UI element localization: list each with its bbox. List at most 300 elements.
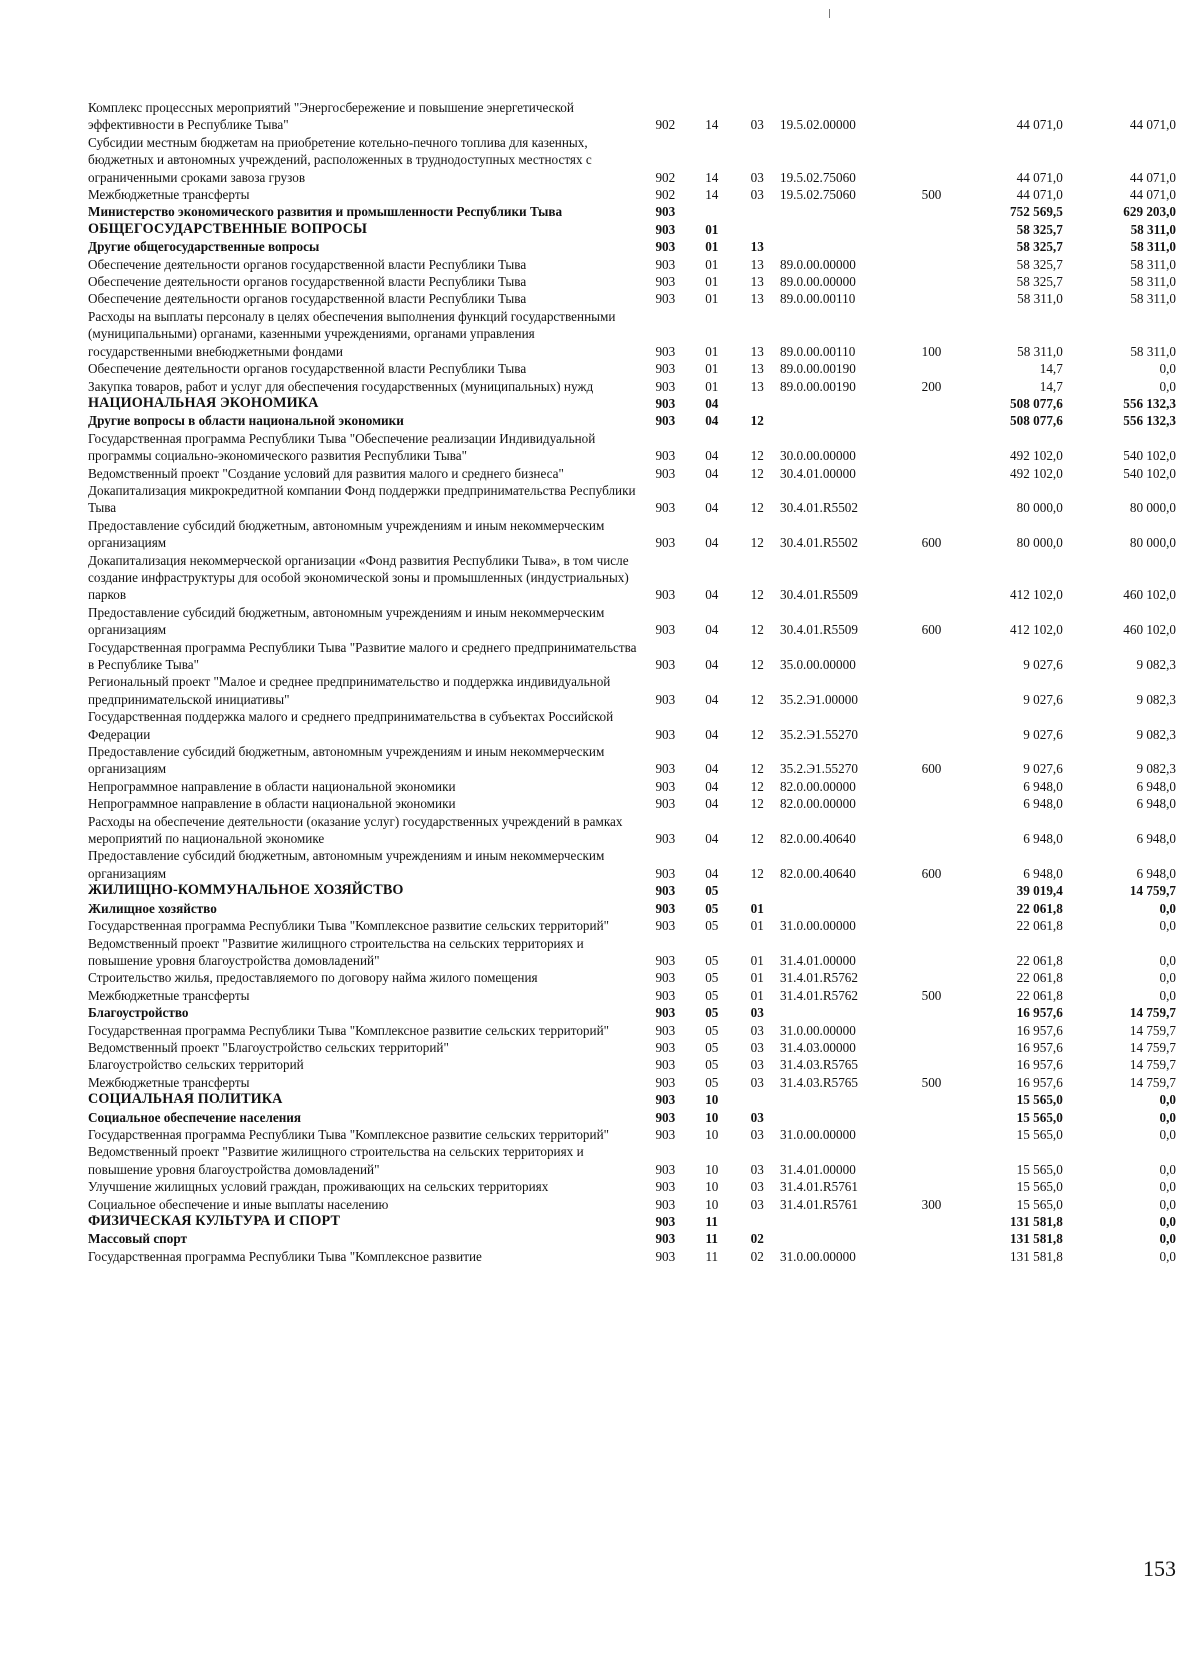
row-sum-year-1: 58 325,7 (1016, 221, 1063, 237)
row-ved-code: 903 (655, 361, 676, 377)
row-target-article: 31.4.01.R5762 (779, 970, 858, 986)
row-subsection-code: 01 (750, 952, 764, 968)
row-expense-type: 100 (921, 343, 942, 359)
row-sum-year-2: 58 311,0 (1130, 274, 1176, 290)
row-sum-year-1: 44 071,0 (1016, 187, 1063, 203)
row-name: Закупка товаров, работ и услуг для обеспечения государственных (муниципальных) нужд (88, 378, 594, 394)
row-subsection-code: 03 (750, 1126, 764, 1142)
row-sum-year-2: 9 082,3 (1136, 761, 1176, 777)
row-section-code: 10 (705, 1126, 719, 1142)
row-section-code: 05 (705, 1005, 719, 1021)
row-section-code: 10 (705, 1092, 719, 1108)
row-expense-type: 600 (921, 761, 942, 777)
row-expense-type (906, 430, 957, 465)
row-section-code: 05 (705, 970, 719, 986)
row-section-code (689, 203, 734, 220)
row-expense-type (906, 1091, 957, 1108)
row-expense-type (906, 639, 957, 674)
row-expense-type (906, 482, 957, 517)
row-subsection-code: 12 (750, 657, 764, 672)
row-sum-year-2: 80 000,0 (1129, 500, 1176, 516)
row-expense-type (906, 1004, 957, 1021)
row-name: Обеспечение деятельности органов государственной власти Республики Тыва (88, 256, 527, 272)
row-subsection-code: 12 (750, 535, 764, 551)
page-number: 153 (1143, 1556, 1176, 1581)
row-ved-code: 903 (655, 987, 676, 1003)
row-subsection-code: 13 (750, 239, 764, 255)
row-ved-code: 903 (655, 796, 676, 812)
row-name: Другие общегосударственные вопросы (88, 239, 320, 255)
row-expense-type (906, 969, 957, 986)
row-subsection-code: 12 (750, 500, 764, 516)
row-subsection-code: 03 (750, 1039, 764, 1055)
row-expense-type (906, 935, 957, 970)
row-subsection-code: 01 (750, 900, 764, 916)
row-section-code: 01 (705, 274, 719, 290)
row-section-code: 14 (705, 169, 719, 185)
row-ved-code: 903 (655, 691, 676, 707)
row-ved-code: 903 (655, 952, 676, 968)
row-ved-code: 903 (655, 1161, 676, 1177)
row-sum-year-2: 460 102,0 (1123, 587, 1176, 603)
row-section-code: 05 (705, 918, 719, 934)
row-target-article: 31.0.00.00000 (779, 1126, 856, 1142)
row-sum-year-2: 9 082,3 (1136, 657, 1176, 672)
row-sum-year-1: 6 948,0 (1023, 796, 1063, 812)
row-subsection-code (735, 1091, 780, 1108)
row-ved-code: 902 (655, 117, 676, 133)
row-sum-year-1: 16 957,6 (1016, 1005, 1063, 1021)
row-target-article: 31.4.01.00000 (779, 952, 856, 968)
row-sum-year-2: 58 311,0 (1130, 291, 1176, 307)
row-name: Докапитализация некоммерческой организации «Фонд развития Республики Тыва», в том числе создание инфраструктуры для особой экономической зоны и промышленных (индустриальных) парков (88, 552, 629, 603)
table-row (88, 1074, 1176, 1091)
row-sum-year-2: 556 132,3 (1123, 413, 1176, 429)
row-sum-year-1: 15 565,0 (1016, 1109, 1063, 1125)
row-name: Непрограммное направление в области национальной экономики (88, 778, 456, 794)
table-row (88, 1004, 1176, 1021)
table-row (88, 917, 1176, 934)
row-subsection-code: 01 (750, 970, 764, 986)
row-ved-code: 903 (655, 395, 676, 411)
row-target-article: 89.0.00.00000 (779, 274, 856, 290)
row-name: Государственная программа Республики Тыва "Комплексное развитие (88, 1248, 482, 1264)
row-subsection-code: 03 (750, 1074, 764, 1090)
table-row (88, 256, 1176, 273)
row-expense-type (906, 882, 957, 899)
row-sum-year-1: 492 102,0 (1010, 448, 1063, 464)
row-subsection-code: 13 (750, 256, 764, 272)
table-row (88, 1091, 1176, 1108)
row-expense-type (906, 360, 957, 377)
row-section-code: 04 (705, 587, 719, 603)
row-name: Межбюджетные трансферты (88, 1074, 250, 1090)
row-subsection-code: 01 (750, 918, 764, 934)
row-target-article: 82.0.00.40640 (779, 831, 856, 847)
row-target-article: 31.0.00.00000 (779, 1248, 856, 1264)
row-target-article: 30.0.00.00000 (779, 448, 856, 464)
row-sum-year-1: 58 325,7 (1016, 274, 1063, 290)
table-row (88, 203, 1176, 220)
row-expense-type (906, 238, 957, 255)
row-section-code: 11 (705, 1214, 719, 1229)
row-ved-code: 903 (655, 1126, 676, 1142)
row-ved-code: 903 (655, 1231, 676, 1247)
row-section-code: 01 (705, 361, 719, 377)
table-row (88, 1248, 1176, 1265)
row-sum-year-1: 22 061,8 (1016, 918, 1063, 934)
row-target-article: 31.4.01.00000 (779, 1161, 856, 1177)
row-subsection-code: 12 (750, 796, 764, 812)
row-subsection-code: 01 (750, 987, 764, 1003)
row-ved-code: 903 (655, 413, 676, 429)
row-ved-code: 903 (655, 343, 676, 359)
row-sum-year-1: 492 102,0 (1010, 465, 1063, 481)
table-row (88, 795, 1176, 812)
row-subsection-code: 03 (750, 1109, 764, 1125)
row-subsection-code: 12 (750, 761, 764, 777)
row-sum-year-2: 0,0 (1159, 1214, 1176, 1229)
row-sum-year-1: 58 325,7 (1016, 239, 1063, 255)
row-subsection-code: 03 (750, 1196, 764, 1212)
row-name: Обеспечение деятельности органов государственной власти Республики Тыва (88, 361, 527, 377)
row-name: Государственная поддержка малого и среднего предпринимательства в субъектах Российской Федерации (88, 709, 614, 742)
row-ved-code: 903 (655, 587, 676, 603)
row-sum-year-2: 0,0 (1159, 1196, 1176, 1212)
row-sum-year-2: 0,0 (1159, 1109, 1176, 1125)
row-sum-year-1: 14,7 (1039, 361, 1063, 377)
table-row (88, 882, 1176, 899)
row-name: Непрограммное направление в области национальной экономики (88, 796, 456, 812)
row-name: Государственная программа Республики Тыва "Развитие малого и среднего предпринимательства в Республике Тыва" (88, 639, 637, 672)
row-subsection-code (735, 221, 780, 238)
table-row (88, 1230, 1176, 1247)
row-target-article: 31.4.01.R5762 (779, 987, 858, 1003)
row-expense-type (906, 203, 957, 220)
row-name: Государственная программа Республики Тыва "Обеспечение реализации Индивидуальной программы социально-экономического развития Республики Тыва" (88, 430, 596, 464)
row-sum-year-2: 556 132,3 (1123, 395, 1176, 411)
row-sum-year-1: 16 957,6 (1016, 1057, 1063, 1073)
row-section-code: 04 (705, 761, 719, 777)
row-ved-code: 903 (655, 535, 676, 551)
row-name: Обеспечение деятельности органов государственной власти Республики Тыва (88, 291, 527, 307)
row-target-article (780, 1091, 906, 1108)
table-row (88, 1109, 1176, 1126)
row-section-code: 04 (705, 865, 719, 881)
row-sum-year-2: 14 759,7 (1129, 1022, 1176, 1038)
row-expense-type (906, 1178, 957, 1195)
row-sum-year-2: 0,0 (1159, 1231, 1176, 1247)
row-target-article (780, 395, 906, 412)
row-name: Министерство экономического развития и промышленности Республики Тыва (88, 204, 563, 220)
row-target-article (780, 221, 906, 238)
row-sum-year-1: 6 948,0 (1023, 778, 1063, 794)
row-ved-code: 903 (655, 761, 676, 777)
row-ved-code: 903 (655, 1005, 676, 1021)
row-subsection-code: 13 (750, 274, 764, 290)
row-name: ЖИЛИЩНО-КОММУНАЛЬНОЕ ХОЗЯЙСТВО (88, 882, 404, 899)
row-name: Предоставление субсидий бюджетным, автономным учреждениям и иным некоммерческим организациям (88, 744, 605, 777)
table-row (88, 1039, 1176, 1056)
row-name: Ведомственный проект "Создание условий для развития малого и среднего бизнеса" (88, 465, 564, 481)
row-expense-type (906, 1039, 957, 1056)
row-expense-type (906, 412, 957, 429)
row-section-code: 05 (705, 1057, 719, 1073)
row-name: Жилищное хозяйство (88, 900, 217, 916)
row-name: Социальное обеспечение населения (88, 1109, 302, 1125)
row-sum-year-2: 14 759,7 (1129, 1074, 1176, 1090)
row-sum-year-2: 44 071,0 (1129, 169, 1176, 185)
row-ved-code: 903 (655, 465, 676, 481)
row-sum-year-1: 44 071,0 (1016, 169, 1063, 185)
row-name: Докапитализация микрокредитной компании Фонд поддержки предпринимательства Республики Тыва (88, 482, 636, 516)
row-name: Предоставление субсидий бюджетным, автономным учреждениям и иным некоммерческим организациям (88, 517, 605, 551)
row-sum-year-1: 39 019,4 (1016, 883, 1063, 899)
row-sum-year-2: 0,0 (1159, 900, 1176, 916)
row-sum-year-1: 131 581,8 (1010, 1214, 1063, 1229)
row-sum-year-1: 6 948,0 (1023, 865, 1063, 881)
row-section-code: 01 (705, 221, 719, 237)
row-sum-year-2: 9 082,3 (1136, 726, 1176, 742)
row-expense-type (906, 1056, 957, 1073)
table-row (88, 378, 1176, 395)
row-subsection-code: 12 (750, 865, 764, 881)
row-subsection-code: 03 (750, 1057, 764, 1073)
row-section-code: 04 (705, 395, 719, 411)
row-sum-year-2: 0,0 (1159, 1248, 1176, 1264)
row-sum-year-1: 508 077,6 (1010, 413, 1063, 429)
row-target-article (780, 1109, 906, 1126)
row-section-code: 04 (705, 778, 719, 794)
table-row (88, 465, 1176, 482)
row-subsection-code: 03 (750, 187, 764, 203)
row-name: Предоставление субсидий бюджетным, автономным учреждениям и иным некоммерческим организациям (88, 848, 605, 881)
row-ved-code: 903 (655, 918, 676, 934)
row-target-article: 82.0.00.00000 (779, 778, 856, 794)
row-name: Комплекс процессных мероприятий "Энергосбережение и повышение энергетической эффективности в Республике Тыва" (88, 100, 574, 133)
row-expense-type: 500 (921, 187, 942, 203)
row-sum-year-1: 22 061,8 (1016, 900, 1063, 916)
row-subsection-code: 03 (750, 1022, 764, 1038)
row-ved-code: 903 (655, 1248, 676, 1264)
row-target-article (780, 238, 906, 255)
row-ved-code: 903 (655, 831, 676, 847)
row-ved-code: 903 (655, 1214, 676, 1229)
row-expense-type: 600 (921, 865, 942, 881)
row-ved-code: 903 (655, 622, 676, 638)
row-name: Улучшение жилищных условий граждан, проживающих на сельских территориях (88, 1179, 549, 1195)
row-target-article: 31.4.03.00000 (779, 1039, 856, 1055)
row-expense-type (906, 778, 957, 795)
row-ved-code: 903 (655, 778, 676, 794)
row-section-code: 04 (705, 622, 719, 638)
table-row (88, 778, 1176, 795)
row-sum-year-2: 0,0 (1159, 1126, 1176, 1142)
row-sum-year-1: 80 000,0 (1016, 500, 1063, 516)
row-section-code: 01 (705, 343, 719, 359)
row-name: Межбюджетные трансферты (88, 187, 250, 203)
row-target-article: 82.0.00.40640 (779, 865, 856, 881)
row-subsection-code: 13 (750, 343, 764, 359)
row-sum-year-2: 58 311,0 (1130, 343, 1176, 359)
row-expense-type: 200 (921, 378, 942, 394)
table-row (88, 238, 1176, 255)
row-target-article: 19.5.02.75060 (779, 169, 856, 185)
row-sum-year-2: 44 071,0 (1129, 187, 1176, 203)
row-section-code: 11 (705, 1231, 719, 1247)
row-subsection-code: 12 (750, 587, 764, 603)
row-subsection-code: 03 (750, 117, 764, 133)
row-expense-type (906, 1143, 957, 1178)
row-ved-code: 903 (655, 1109, 676, 1125)
row-name: Региональный проект "Малое и среднее предпринимательство и поддержка индивидуальной предпринимательской инициативы" (88, 674, 611, 707)
row-section-code: 01 (705, 256, 719, 272)
row-subsection-code: 03 (750, 1161, 764, 1177)
row-name: Предоставление субсидий бюджетным, автономным учреждениям и иным некоммерческим организациям (88, 604, 605, 638)
table-row (88, 847, 1176, 882)
row-subsection-code: 12 (750, 691, 764, 707)
table-row (88, 430, 1176, 465)
row-expense-type (906, 673, 957, 708)
row-sum-year-2: 0,0 (1159, 1161, 1176, 1177)
row-name: Социальное обеспечение и иные выплаты населению (88, 1196, 389, 1212)
table-row (88, 273, 1176, 290)
row-section-code: 14 (705, 117, 719, 133)
row-sum-year-2: 0,0 (1159, 987, 1176, 1003)
row-ved-code: 903 (655, 291, 676, 307)
row-section-code: 10 (705, 1179, 719, 1195)
table-row (88, 743, 1176, 778)
row-section-code: 11 (705, 1248, 719, 1264)
row-name: Ведомственный проект "Развитие жилищного строительства на сельских территориях и повышение уровня благоустройства домовладений" (88, 1144, 584, 1177)
row-expense-type (906, 795, 957, 812)
row-name: Другие вопросы в области национальной экономики (88, 413, 404, 429)
row-target-article: 35.2.Э1.55270 (779, 726, 858, 742)
row-section-code: 14 (705, 187, 719, 203)
row-target-article (780, 882, 906, 899)
row-section-code: 10 (705, 1109, 719, 1125)
row-target-article: 89.0.00.00110 (779, 343, 856, 359)
row-sum-year-1: 9 027,6 (1023, 761, 1063, 777)
row-expense-type (906, 273, 957, 290)
row-target-article: 31.0.00.00000 (779, 1022, 856, 1038)
row-name: Массовый спорт (88, 1231, 188, 1247)
row-expense-type: 500 (921, 987, 942, 1003)
table-row (88, 1143, 1176, 1178)
row-name: Государственная программа Республики Тыва "Комплексное развитие сельских территорий" (88, 1126, 610, 1142)
row-sum-year-2: 0,0 (1159, 1179, 1176, 1195)
row-sum-year-1: 14,7 (1039, 378, 1063, 394)
row-target-article: 30.4.01.R5509 (779, 622, 858, 638)
table-row (88, 395, 1176, 412)
row-ved-code: 903 (655, 500, 676, 516)
row-name: Строительство жилья, предоставляемого по договору найма жилого помещения (88, 970, 538, 986)
table-row (88, 186, 1176, 203)
row-subsection-code: 12 (750, 726, 764, 742)
row-sum-year-2: 0,0 (1159, 952, 1176, 968)
row-sum-year-2: 58 311,0 (1130, 221, 1176, 237)
row-section-code: 05 (705, 900, 719, 916)
row-section-code: 05 (705, 952, 719, 968)
row-name: СОЦИАЛЬНАЯ ПОЛИТИКА (88, 1091, 283, 1108)
row-subsection-code: 12 (750, 622, 764, 638)
row-section-code: 04 (705, 726, 719, 742)
row-name: Обеспечение деятельности органов государственной власти Республики Тыва (88, 274, 527, 290)
row-subsection-code (735, 203, 780, 220)
row-sum-year-2: 460 102,0 (1123, 622, 1176, 638)
row-sum-year-1: 22 061,8 (1016, 987, 1063, 1003)
row-sum-year-2: 14 759,7 (1129, 1039, 1176, 1055)
row-subsection-code: 03 (750, 1005, 764, 1021)
row-sum-year-1: 6 948,0 (1023, 831, 1063, 847)
row-subsection-code: 02 (750, 1248, 764, 1264)
row-target-article: 19.5.02.00000 (779, 117, 856, 133)
table-row (88, 552, 1176, 604)
row-name: Расходы на обеспечение деятельности (оказание услуг) государственных учреждений в рамках мероприятий по национальной экономике (88, 813, 623, 847)
row-expense-type (906, 708, 957, 743)
row-sum-year-2: 540 102,0 (1123, 465, 1176, 481)
row-ved-code: 903 (655, 1057, 676, 1073)
row-expense-type (906, 256, 957, 273)
row-ved-code: 903 (655, 1092, 676, 1108)
row-sum-year-1: 80 000,0 (1016, 535, 1063, 551)
row-section-code: 01 (705, 378, 719, 394)
row-sum-year-2: 540 102,0 (1123, 448, 1176, 464)
row-sum-year-1: 15 565,0 (1016, 1179, 1063, 1195)
row-section-code: 04 (705, 413, 719, 429)
row-sum-year-2: 6 948,0 (1136, 796, 1176, 812)
row-subsection-code: 13 (750, 291, 764, 307)
row-section-code: 05 (705, 1022, 719, 1038)
row-section-code: 05 (705, 1074, 719, 1090)
row-target-article (780, 1004, 906, 1021)
row-section-code: 04 (705, 535, 719, 551)
row-expense-type (906, 552, 957, 604)
table-row (88, 99, 1176, 134)
row-sum-year-2: 14 759,7 (1129, 1057, 1176, 1073)
row-name: Государственная программа Республики Тыва "Комплексное развитие сельских территорий" (88, 1022, 610, 1038)
table-row (88, 1056, 1176, 1073)
row-expense-type (906, 1022, 957, 1039)
row-sum-year-2: 58 311,0 (1130, 256, 1176, 272)
row-name: Ведомственный проект "Благоустройство сельских территорий" (88, 1039, 449, 1055)
table-row (88, 1213, 1176, 1230)
row-expense-type: 600 (921, 535, 942, 551)
row-sum-year-1: 131 581,8 (1010, 1248, 1063, 1264)
row-subsection-code: 03 (750, 169, 764, 185)
row-name: Благоустройство сельских территорий (88, 1057, 304, 1073)
table-row (88, 987, 1176, 1004)
row-ved-code: 903 (655, 378, 676, 394)
table-row (88, 673, 1176, 708)
scan-mark (829, 9, 830, 18)
row-ved-code: 903 (655, 274, 676, 290)
row-sum-year-2: 0,0 (1159, 918, 1176, 934)
row-sum-year-1: 58 325,7 (1016, 256, 1063, 272)
row-ved-code: 903 (655, 883, 676, 899)
row-expense-type (906, 900, 957, 917)
row-expense-type (906, 1248, 957, 1265)
row-section-code: 05 (705, 1039, 719, 1055)
table-row (88, 482, 1176, 517)
row-expense-type (906, 290, 957, 307)
row-expense-type: 600 (921, 622, 942, 638)
row-expense-type (906, 99, 957, 134)
table-row (88, 813, 1176, 848)
row-subsection-code: 12 (750, 831, 764, 847)
row-target-article (780, 412, 906, 429)
row-sum-year-1: 9 027,6 (1023, 726, 1063, 742)
